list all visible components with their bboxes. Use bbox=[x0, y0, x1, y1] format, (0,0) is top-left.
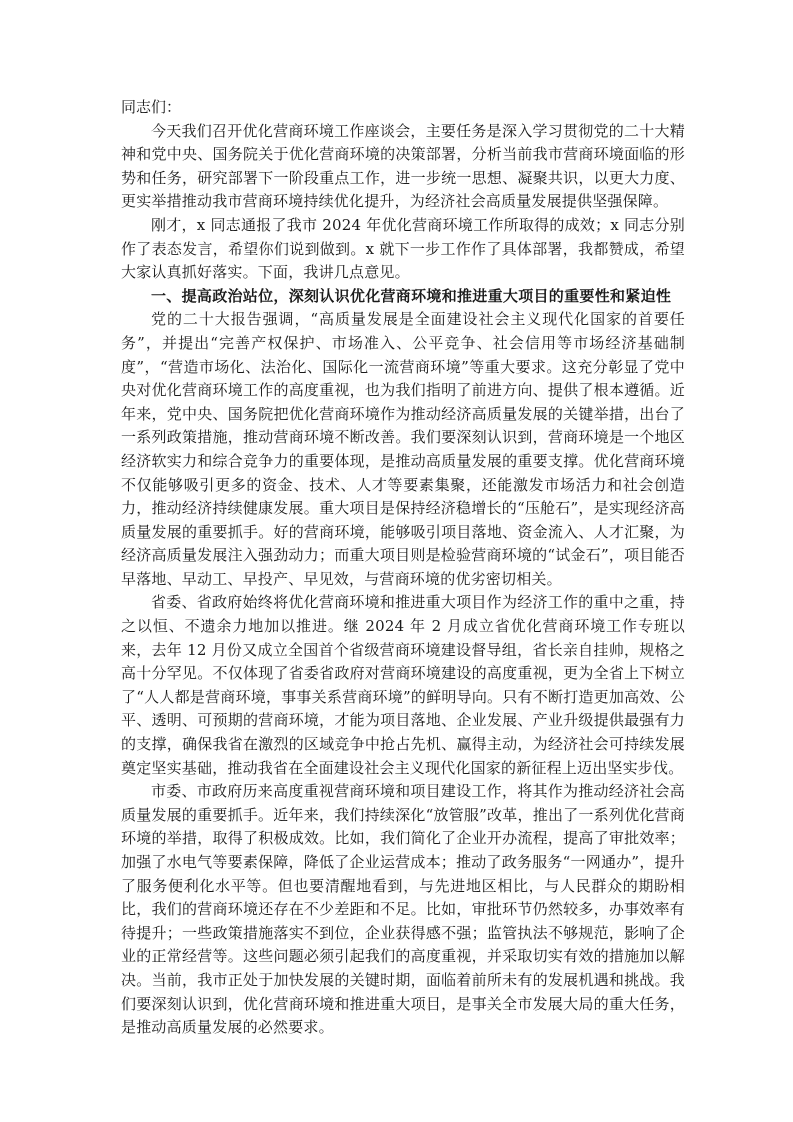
paragraph-municipal: 市委、市政府历来高度重视营商环境和项目建设工作，将其作为推动经济社会高质量发展的重要抓手。近年来，我们持续深化“放管服”改革，推出了一系列优化营商环境的举措，取得了积极成效。比如，我们简化了企业开办流程，提高了审批效率；加强了水电气等要素保障，降低了企业运营成本；推动了政务服务“一网通办”，提升了服务便利化水平等。但也要清醒地看到，与先进地区相比，与人民群众的期盼相比，我们的营商环境还存在不少差距和不足。比如，审批环节仍然较多，办事效率有待提升；一些政策措施落实不到位，企业获得感不强；监管执法不够规范，影响了企业的正常经营等。这些问题必须引起我们的高度重视，并采取切实有效的措施加以解决。当前，我市正处于加快发展的关键时期，面临着前所未有的发展机遇和挑战。我们要深刻认识到，优化营商环境和推进重大项目，是事关全市发展大局的重大任务，是推动高质量发展的必然要求。 bbox=[121, 782, 685, 1037]
paragraph-briefing: 刚才，x 同志通报了我市 2024 年优化营商环境工作所取得的成效；x 同志分别作了表态发言，希望你们说到做到。x 就下一步工作作了具体部署，我都赞成，希望大家认真抓好落实。下面，我讲几点意见。 bbox=[121, 215, 685, 282]
paragraph-provincial: 省委、省政府始终将优化营商环境和推进重大项目作为经济工作的重中之重，持之以恒、不遗余力地加以推进。继 2024 年 2 月成立省优化营商环境工作专班以来，去年 12 月份又成立全国首个省级营商环境建设督导组，省长亲自挂帅，规格之高十分罕见。不仅体现了省委省政府对营商环境建设的高度重视，更为全省上下树立了“人人都是营商环境，事事关系营商环境”的鲜明导向。只有不断打造更加高效、公平、透明、可预期的营商环境，才能为项目落地、企业发展、产业升级提供最强有力的支撑，确保我省在激烈的区域竞争中抢占先机、赢得主动，为经济社会可持续发展奠定坚实基础，推动我省在全面建设社会主义现代化国家的新征程上迈出坚实步伐。 bbox=[121, 593, 685, 777]
document-page bbox=[121, 96, 685, 1040]
salutation: 同志们： bbox=[121, 98, 182, 116]
paragraph-opening: 今天我们召开优化营商环境工作座谈会，主要任务是深入学习贯彻党的二十大精神和党中央、国务院关于优化营商环境的决策部署，分析当前我市营商环境面临的形势和任务，研究部署下一阶段重点工作，进一步统一思想、凝聚共识，以更大力度、更实举措推动我市营商环境持续优化提升，为经济社会高质量发展提供坚强保障。 bbox=[121, 121, 685, 211]
paragraph-party-report: 党的二十大报告强调，“高质量发展是全面建设社会主义现代化国家的首要任务”，并提出“完善产权保护、市场准入、公平竞争、社会信用等市场经济基础制度”，“营造市场化、法治化、国际化一流营商环境”等重大要求。这充分彰显了党中央对优化营商环境工作的高度重视，也为我们指明了前进方向、提供了根本遵循。近年来，党中央、国务院把优化营商环境作为推动经济高质量发展的关键举措，出台了一系列政策措施，推动营商环境不断改善。我们要深刻认识到，营商环境是一个地区经济软实力和综合竞争力的重要体现，是推动高质量发展的重要支撑。优化营商环境不仅能够吸引更多的资金、技术、人才等要素集聚，还能激发市场活力和社会创造力，推动经济持续健康发展。重大项目是保持经济稳增长的“压舱石”，是实现经济高质量发展的重要抓手。好的营商环境，能够吸引项目落地、资金流入、人才汇聚，为经济高质量发展注入强劲动力；而重大项目则是检验营商环境的“试金石”，项目能否早落地、早动工、早投产、早见效，与营商环境的优劣密切相关。 bbox=[121, 310, 685, 588]
section-heading-1: 一、提高政治站位，深刻认识优化营商环境和推进重大项目的重要性和紧迫性 bbox=[151, 286, 672, 305]
